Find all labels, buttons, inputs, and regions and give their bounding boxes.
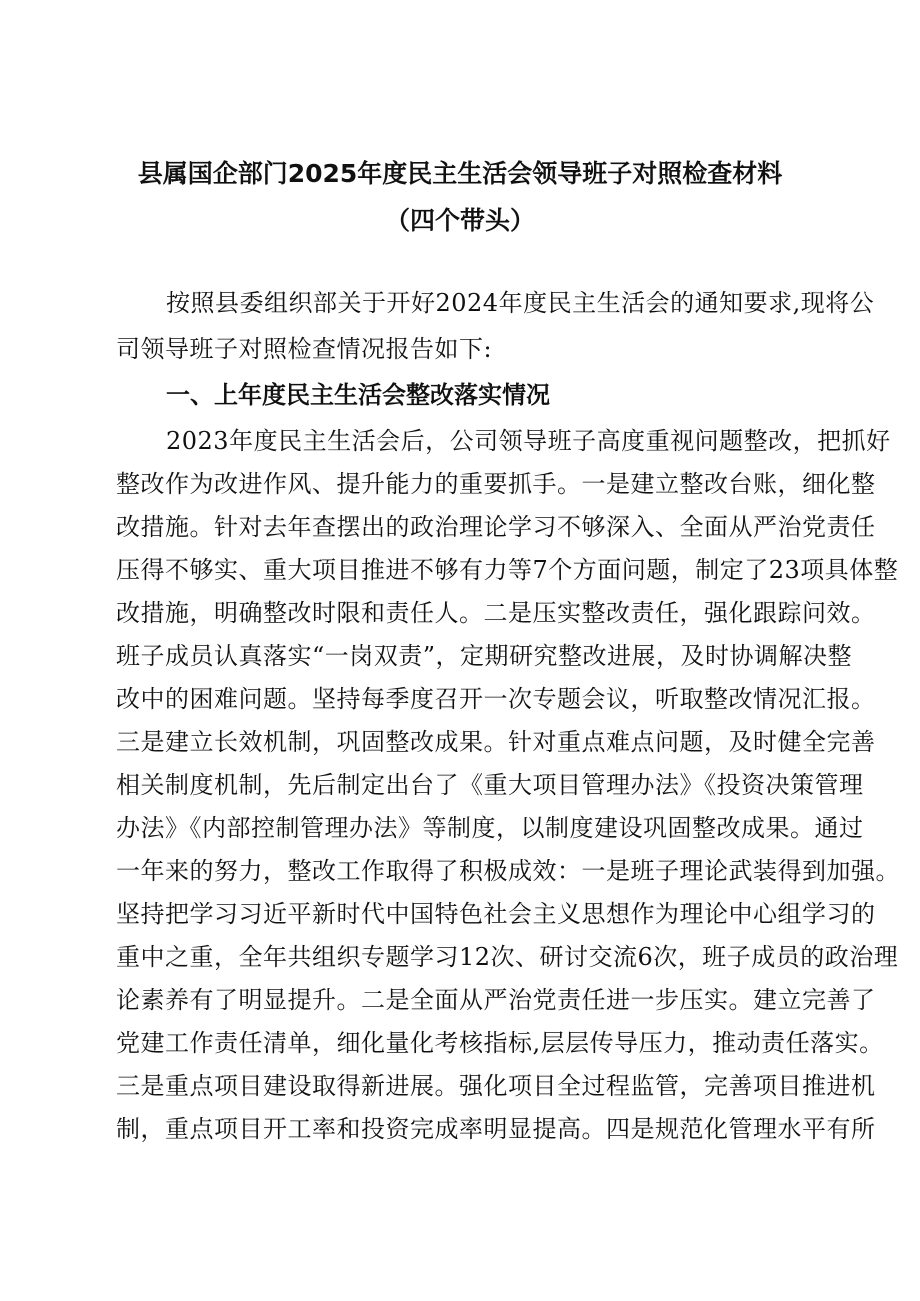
body-line: 改措施。针对去年查摆出的政治理论学习不够深入、全面从严治党责任 [116, 513, 876, 541]
body-line: 2023年度民主生活会后，公司领导班子高度重视问题整改，把抓好 [166, 427, 891, 455]
body-line: 相关制度机制，先后制定出台了《重大项目管理办法》《投资决策管理 [116, 771, 864, 799]
body-line: 改措施，明确整改时限和责任人。二是压实整改责任，强化跟踪问效。 [116, 599, 876, 627]
body-line: 一年来的努力，整改工作取得了积极成效：一是班子理论武装得到加强。 [116, 857, 900, 885]
body-line: 改中的困难问题。坚持每季度召开一次专题会议，听取整改情况汇报。 [116, 685, 876, 713]
body-line: 坚持把学习习近平新时代中国特色社会主义思想作为理论中心组学习的 [116, 900, 876, 928]
intro-line: 司领导班子对照检查情况报告如下: [116, 335, 493, 363]
body-line: 办法》《内部控制管理办法》等制度，以制度建设巩固整改成果。通过 [116, 814, 864, 842]
body-line: 三是重点项目建设取得新进展。强化项目全过程监管，完善项目推进机 [116, 1072, 876, 1100]
section-heading: 一、上年度民主生活会整改落实情况 [166, 381, 550, 409]
body-line: 重中之重，全年共组织专题学习12次、研讨交流6次，班子成员的政治理 [116, 943, 899, 971]
document-subtitle: （四个带头） [384, 206, 535, 235]
body-line: 制，重点项目开工率和投资完成率明显提高。四是规范化管理水平有所 [116, 1115, 876, 1143]
body-line: 党建工作责任清单，细化量化考核指标,层层传导压力，推动责任落实。 [116, 1029, 884, 1057]
body-line: 班子成员认真落实“一岗双责”，定期研究整改进展，及时协调解决整 [116, 642, 853, 670]
intro-line: 按照县委组织部关于开好2024年度民主生活会的通知要求,现将公 [166, 289, 875, 317]
body-line: 整改作为改进作风、提升能力的重要抓手。一是建立整改台账，细化整 [116, 470, 876, 498]
body-line: 压得不够实、重大项目推进不够有力等7个方面问题，制定了23项具体整 [116, 556, 899, 584]
document-title: 县属国企部门2025年度民主生活会领导班子对照检查材料 [137, 159, 783, 188]
body-line: 论素养有了明显提升。二是全面从严治党责任进一步压实。建立完善了 [116, 986, 876, 1014]
body-line: 三是建立长效机制，巩固整改成果。针对重点难点问题，及时健全完善 [116, 728, 876, 756]
